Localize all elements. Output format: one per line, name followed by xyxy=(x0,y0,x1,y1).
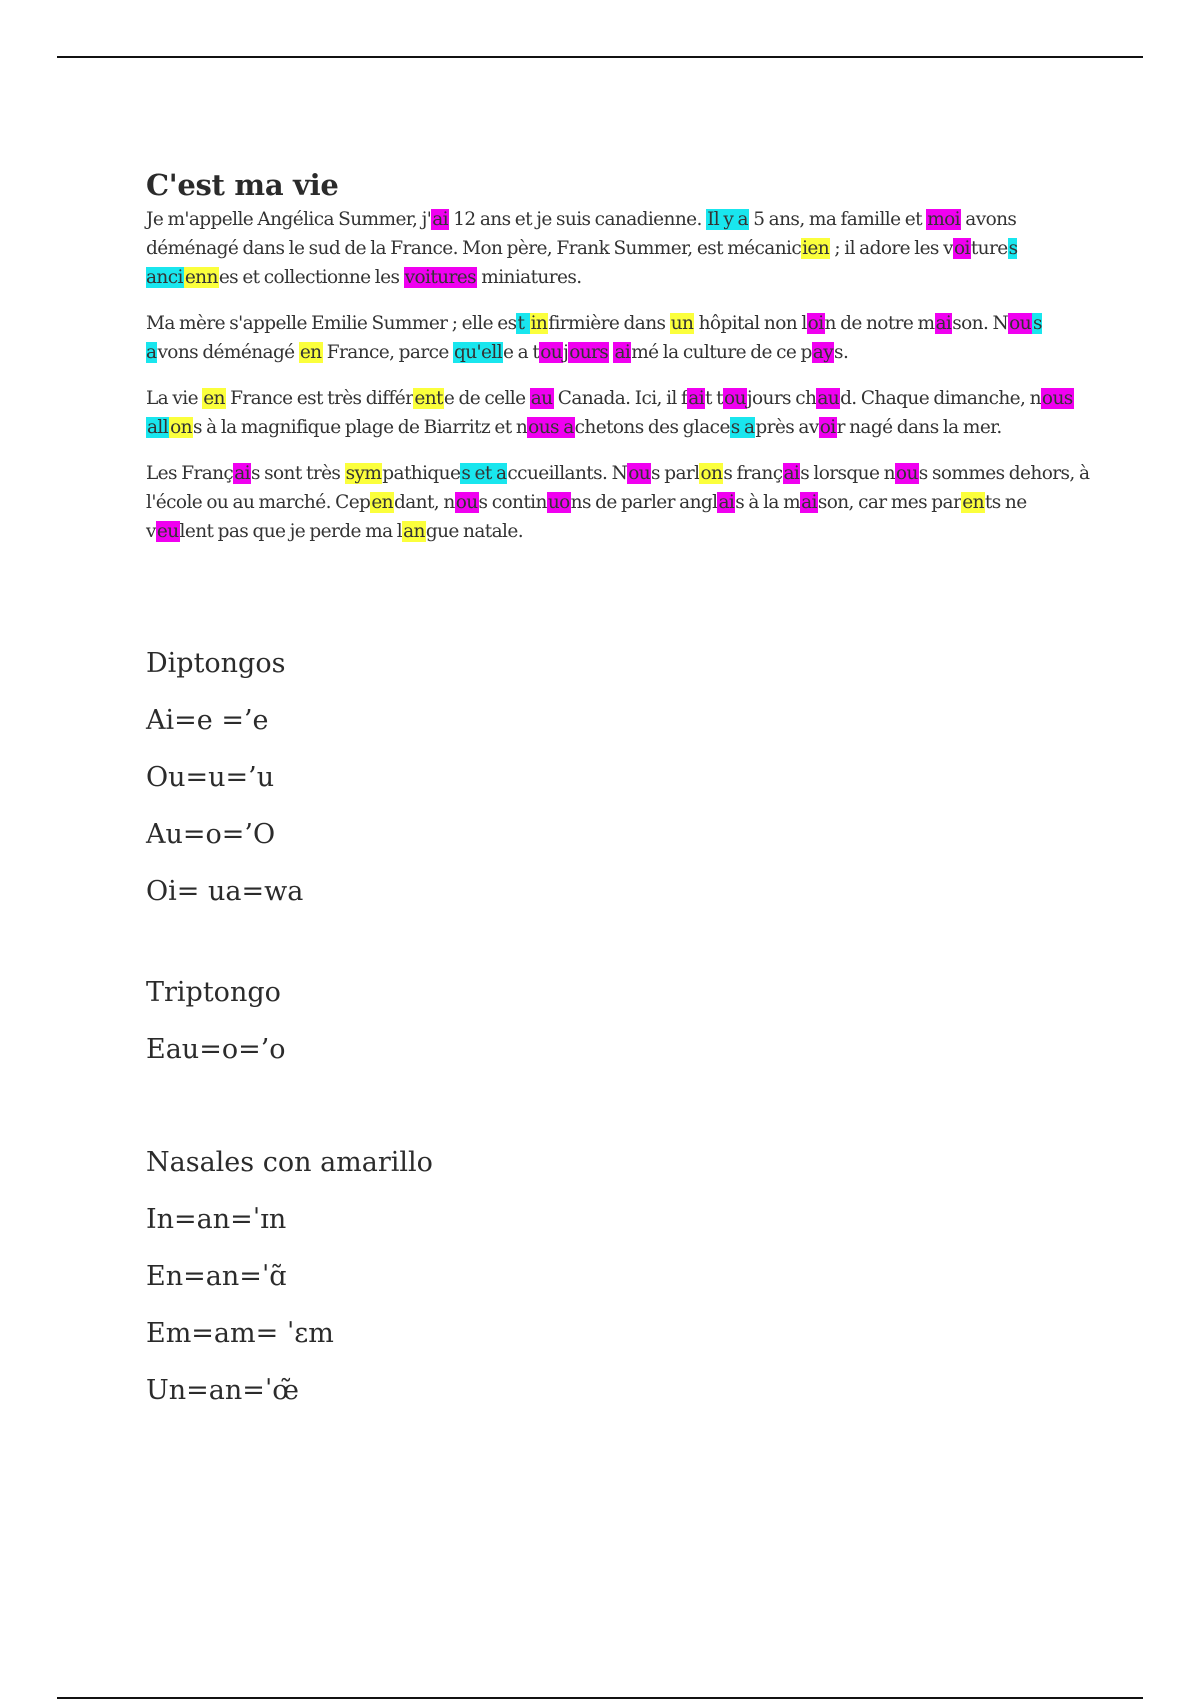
phonetic-highlight: un xyxy=(670,313,694,334)
paragraph-1: Je m'appelle Angélica Summer, j'ai 12 ans et je suis canadienne. Il y a 5 ans, ma famille et moi avons déménagé dans le sud de la France. Mon père, Frank Summer, est mécanicien ; il adore les voitures anci ennes et collectionne les voitures miniatures. xyxy=(146,209,1018,288)
phonetic-highlight: eu xyxy=(156,521,179,542)
phonetic-highlight: ai xyxy=(432,209,448,230)
paragraph-2: Ma mère s'appelle Emilie Summer ; elle est infirmière dans un hôpital non loin de notre maison. Nou s avons déménagé en France, parce qu'elle a toujours aimé la culture de ce pays. xyxy=(146,313,1042,363)
phonetic-highlight: ai xyxy=(783,463,800,484)
phonetic-highlight: au xyxy=(530,388,553,409)
phonetic-highlight: ai xyxy=(718,492,735,513)
phonetic-highlight: all xyxy=(147,417,169,438)
paragraph-4: Les Français sont très sympathiques et accueillants. Nous parlons français lorsque nous sommes dehors, à l'école ou au marché. Cependant, nous continuons de parler anglais à la maison, car mes parents ne veulent pas que je perde ma langue natale. xyxy=(146,463,1090,542)
diptongo-item: Ou=u=’u xyxy=(146,762,275,793)
phonetic-highlight: au xyxy=(817,388,840,409)
phonetic-highlight: ou xyxy=(895,463,918,484)
phonetic-highlight: ou xyxy=(540,342,563,363)
document-title: C'est ma vie xyxy=(146,168,339,202)
phonetic-highlight: en xyxy=(203,388,225,409)
phonetic-highlight: qu'ell xyxy=(453,342,503,363)
phonetic-highlight: s et a xyxy=(461,463,507,484)
phonetic-highlight: ou xyxy=(723,388,746,409)
diptongo-item: Ai=e =’e xyxy=(146,705,269,736)
diptongo-item: Oi= ua=wa xyxy=(146,876,304,907)
nasales-heading: Nasales con amarillo xyxy=(146,1147,433,1178)
phonetic-highlight: ai xyxy=(935,313,952,334)
phonetic-highlight: uo xyxy=(547,492,570,513)
phonetic-highlight: s a xyxy=(146,313,1042,363)
bottom-rule xyxy=(57,1697,1143,1699)
phonetic-highlight: ent xyxy=(414,388,443,409)
top-rule xyxy=(57,56,1143,58)
phonetic-highlight: Il y a xyxy=(707,209,748,230)
phonetic-highlight: ai xyxy=(234,463,250,484)
phonetic-highlight: ous a xyxy=(528,417,574,438)
paragraph-3: La vie en France est très différente de celle au Canada. Ici, il fait toujours chaud. Chaque dimanche, nous all ons à la magnifique plage de Biarritz et nous achetons des glaces après avoir nagé dans la mer. xyxy=(146,388,1073,438)
phonetic-highlight: ou xyxy=(455,492,478,513)
phonetic-highlight: ai xyxy=(614,342,631,363)
diptongos-heading: Diptongos xyxy=(146,648,286,679)
phonetic-highlight: in xyxy=(530,313,548,334)
phonetic-highlight: voitures xyxy=(404,267,476,288)
phonetic-highlight: enn xyxy=(184,267,218,288)
phonetic-highlight: ou xyxy=(628,463,651,484)
phonetic-highlight: on xyxy=(170,417,192,438)
phonetic-highlight: en xyxy=(962,492,984,513)
phonetic-highlight: ours xyxy=(569,342,609,363)
phonetic-highlight: ai xyxy=(801,492,817,513)
nasal-item: Em=am= ˈɛm xyxy=(146,1318,334,1349)
phonetic-highlight: oi xyxy=(953,238,970,259)
phonetic-highlight: t xyxy=(517,313,529,334)
phonetic-highlight: ai xyxy=(688,388,705,409)
diptongo-item: Au=o=’O xyxy=(146,819,276,850)
phonetic-highlight: ous xyxy=(1041,388,1073,409)
nasal-item: En=an=ˈɑ̃ xyxy=(146,1261,287,1292)
triptongo-heading: Triptongo xyxy=(146,977,281,1008)
phonetic-highlight: s a xyxy=(730,417,755,438)
phonetic-highlight: ay xyxy=(812,342,834,363)
triptongo-item: Eau=o=’o xyxy=(146,1034,286,1065)
phonetic-highlight: ien xyxy=(802,238,830,259)
phonetic-highlight: on xyxy=(700,463,723,484)
nasal-item: In=an=ˈɪn xyxy=(146,1204,287,1235)
phonetic-highlight: en xyxy=(371,492,393,513)
phonetic-highlight: oi xyxy=(807,313,824,334)
phonetic-highlight: an xyxy=(403,521,425,542)
phonetic-highlight: oi xyxy=(819,417,836,438)
phonetic-highlight: en xyxy=(299,342,322,363)
phonetic-highlight: moi xyxy=(927,209,961,230)
nasal-item: Un=an=ˈœ̃ xyxy=(146,1375,299,1406)
phonetic-highlight: s anci xyxy=(146,238,1018,288)
document-body xyxy=(146,168,1096,563)
phonetic-highlight: sym xyxy=(345,463,382,484)
phonetic-highlight: ou xyxy=(1009,313,1032,334)
